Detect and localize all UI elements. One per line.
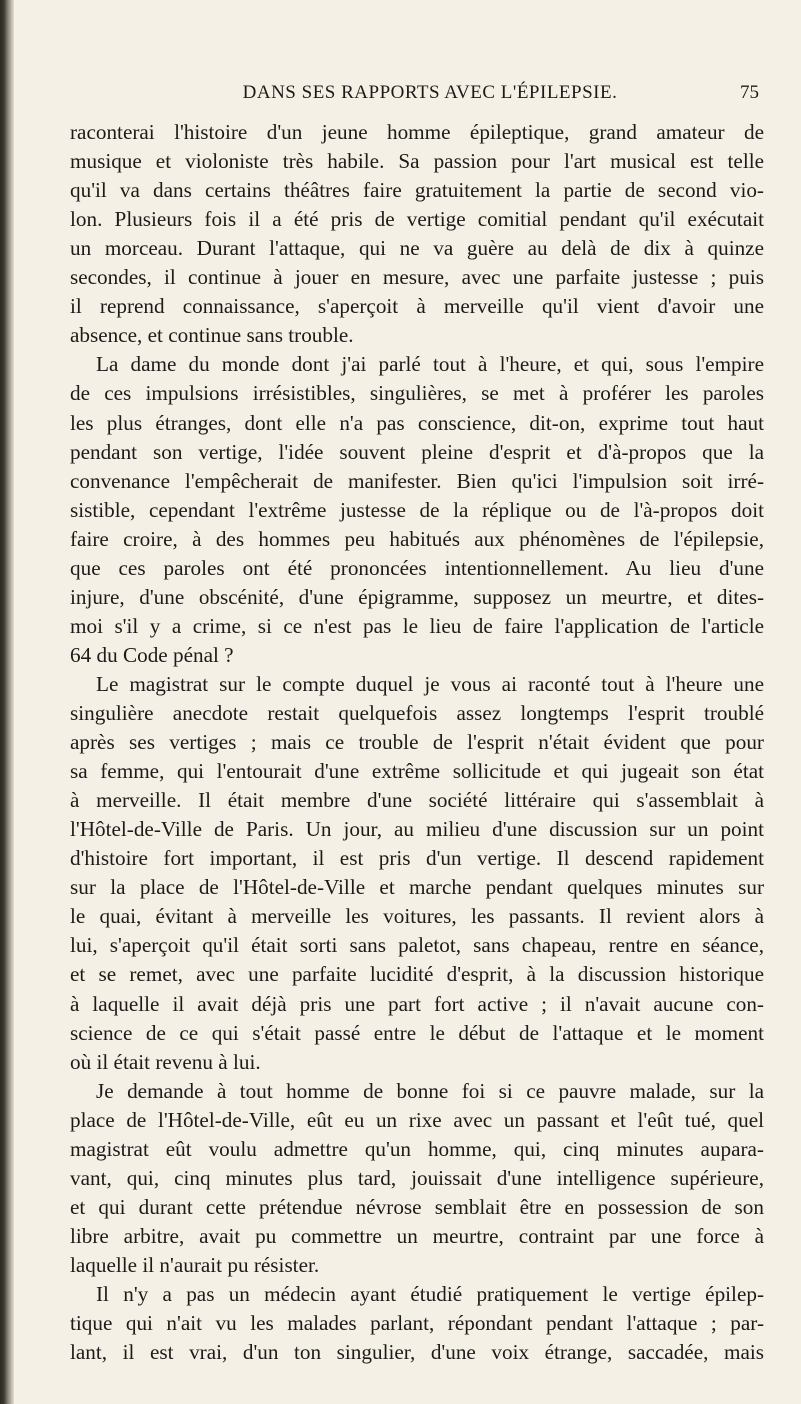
text-line: Il n'y a pas un médecin ayant étudié pratiquement le vertige épilep- — [96, 1282, 764, 1306]
text-line: pendant son vertige, l'idée souvent pleine d'esprit et d'à-propos que la — [70, 439, 764, 464]
text-line: libre arbitre, avait pu commettre un meurtre, contraint par une force à — [70, 1223, 764, 1248]
text-line: les plus étranges, dont elle n'a pas conscience, dit-on, exprime tout haut — [70, 410, 764, 435]
page-number: 75 — [740, 82, 759, 103]
text-line: injure, d'une obscénité, d'une épigramme, supposez un meurtre, et dites- — [70, 584, 764, 609]
text-line: d'histoire fort important, il est pris d'un vertige. Il descend rapidement — [70, 846, 764, 871]
text-line: secondes, il continue à jouer en mesure, avec une parfaite justesse ; puis — [70, 265, 764, 290]
text-line: musique et violoniste très habile. Sa passion pour l'art musical est telle — [70, 149, 764, 174]
text-line: La dame du monde dont j'ai parlé tout à l'heure, et qui, sous l'empire — [96, 352, 764, 377]
text-line: il reprend connaissance, s'aperçoit à merveille qu'il vient d'avoir une — [70, 294, 764, 319]
page-header — [0, 82, 801, 108]
text-line: et qui durant cette prétendue névrose semblait être en possession de son — [70, 1194, 764, 1219]
text-line: 64 du Code pénal ? — [70, 642, 234, 667]
text-line: lui, s'aperçoit qu'il était sorti sans paletot, sans chapeau, rentre en séance, — [70, 933, 764, 958]
text-line: et se remet, avec une parfaite lucidité d'esprit, à la discussion historique — [70, 962, 764, 987]
text-line: l'Hôtel-de-Ville de Paris. Un jour, au milieu d'une discussion sur un point — [70, 817, 764, 842]
running-title: DANS SES RAPPORTS AVEC L'ÉPILEPSIE. — [242, 82, 618, 103]
text-line: Le magistrat sur le compte duquel je vous ai raconté tout à l'heure une — [96, 671, 764, 696]
text-line: moi s'il y a crime, si ce n'est pas le lieu de faire l'application de l'article — [70, 613, 764, 638]
page-edge-shadow — [0, 0, 14, 1404]
text-line: de ces impulsions irrésistibles, singulières, se met à proférer les paroles — [70, 381, 764, 406]
text-line: vant, qui, cinq minutes plus tard, jouissait d'une intelligence supérieure, — [70, 1165, 764, 1190]
text-line: après ses vertiges ; mais ce trouble de l'esprit n'était évident que pour — [70, 730, 764, 755]
text-line: science de ce qui s'était passé entre le début de l'attaque et le moment — [70, 1020, 764, 1045]
text-line: convenance l'empêcherait de manifester. Bien qu'ici l'impulsion soit irré- — [70, 468, 764, 493]
text-line: absence, et continue sans trouble. — [70, 323, 354, 348]
text-line: faire croire, à des hommes peu habitués aux phénomènes de l'épilepsie, — [70, 526, 764, 551]
text-line: que ces paroles ont été prononcées intentionnellement. Au lieu d'une — [70, 555, 764, 580]
text-line: raconterai l'histoire d'un jeune homme épileptique, grand amateur de — [70, 120, 764, 144]
text-line: singulière anecdote restait quelquefois assez longtemps l'esprit troublé — [70, 701, 764, 725]
text-line: qu'il va dans certains théâtres faire gratuitement la partie de second vio- — [70, 178, 764, 203]
text-line: un morceau. Durant l'attaque, qui ne va guère au delà de dix à quinze — [70, 236, 764, 261]
text-line: tique qui n'ait vu les malades parlant, répondant pendant l'attaque ; par- — [70, 1311, 764, 1336]
text-line: à merveille. Il était membre d'une société littéraire qui s'assemblait à — [70, 788, 764, 813]
text-line: sur la place de l'Hôtel-de-Ville et marche pendant quelques minutes sur — [70, 875, 764, 900]
text-line: lon. Plusieurs fois il a été pris de vertige comitial pendant qu'il exécutait — [70, 207, 764, 232]
text-line: où il était revenu à lui. — [70, 1049, 261, 1074]
text-line: lant, il est vrai, d'un ton singulier, d'une voix étrange, saccadée, mais — [70, 1340, 764, 1365]
text-line: Je demande à tout homme de bonne foi si ce pauvre malade, sur la — [96, 1078, 764, 1103]
text-line: laquelle il n'aurait pu résister. — [70, 1252, 320, 1277]
text-line: place de l'Hôtel-de-Ville, eût eu un rixe avec un passant et l'eût tué, quel — [70, 1107, 764, 1132]
text-line: sa femme, qui l'entourait d'une extrême sollicitude et qui jugeait son état — [70, 759, 764, 784]
text-line: magistrat eût voulu admettre qu'un homme, qui, cinq minutes aupara- — [70, 1136, 764, 1161]
text-line: à laquelle il avait déjà pris une part fort active ; il n'avait aucune con- — [70, 991, 764, 1016]
text-line: sistible, cependant l'extrême justesse de la réplique ou de l'à-propos doit — [70, 497, 764, 522]
text-line: le quai, évitant à merveille les voitures, les passants. Il revient alors à — [70, 904, 764, 929]
